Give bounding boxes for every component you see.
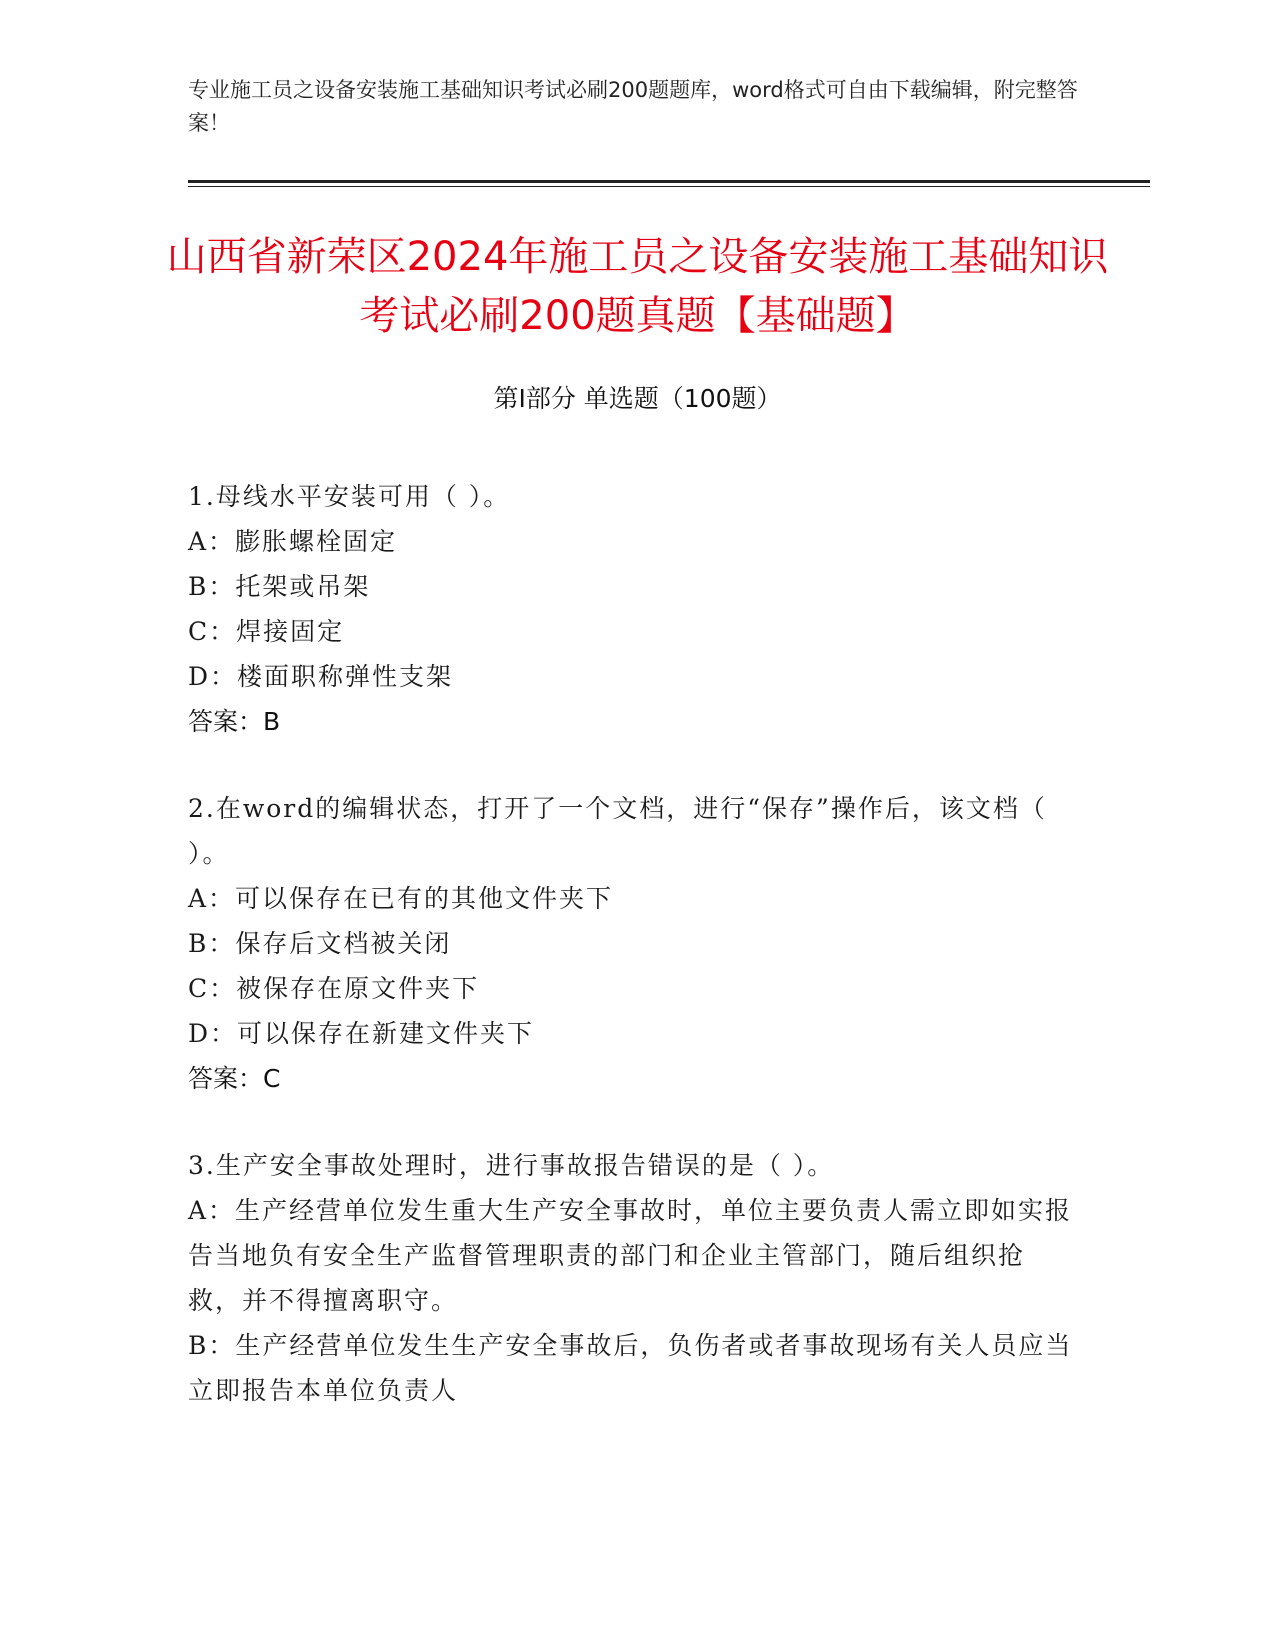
option-c: C：焊接固定 <box>188 617 345 646</box>
section-heading: 第Ⅰ部分 单选题（100题） <box>493 384 782 413</box>
question-3 <box>188 1143 1078 1413</box>
question-1 <box>188 474 1078 744</box>
answer: 答案：C <box>188 1064 281 1093</box>
question-text: 2.在word的编辑状态，打开了一个文档，进行“保存”操作后，该文档（ ）。 <box>188 794 1047 868</box>
option-b: B：托架或吊架 <box>188 572 371 601</box>
option-b: B：保存后文档被关闭 <box>188 929 452 958</box>
option-a: A：膨胀螺栓固定 <box>188 527 398 556</box>
question-text: 3.生产安全事故处理时，进行事故报告错误的是（ ）。 <box>188 1151 835 1180</box>
option-a: A：生产经营单位发生重大生产安全事故时，单位主要负责人需立即如实报告当地负有安全生产监督管理职责的部门和企业主管部门，随后组织抢救，并不得擅离职守。 <box>188 1196 1073 1315</box>
question-list <box>188 474 1078 1455</box>
question-2 <box>188 786 1078 1101</box>
option-a: A：可以保存在已有的其他文件夹下 <box>188 884 614 913</box>
option-b: B：生产经营单位发生生产安全事故后，负伤者或者事故现场有关人员应当立即报告本单位负责人 <box>188 1331 1073 1405</box>
option-d: D：可以保存在新建文件夹下 <box>188 1019 535 1048</box>
question-text: 1.母线水平安装可用（ ）。 <box>188 482 511 511</box>
document-title: 山西省新荣区2024年施工员之设备安装施工基础知识考试必刷200题真题【基础题】 <box>166 234 1109 339</box>
answer: 答案：B <box>188 707 281 736</box>
option-c: C：被保存在原文件夹下 <box>188 974 480 1003</box>
header-note: 专业施工员之设备安装施工基础知识考试必刷200题题库，word格式可自由下载编辑，附完整答案！ <box>188 78 1078 135</box>
header-divider-thin <box>188 186 1150 187</box>
header-divider-thick <box>188 180 1150 183</box>
option-d: D：楼面职称弹性支架 <box>188 662 454 691</box>
